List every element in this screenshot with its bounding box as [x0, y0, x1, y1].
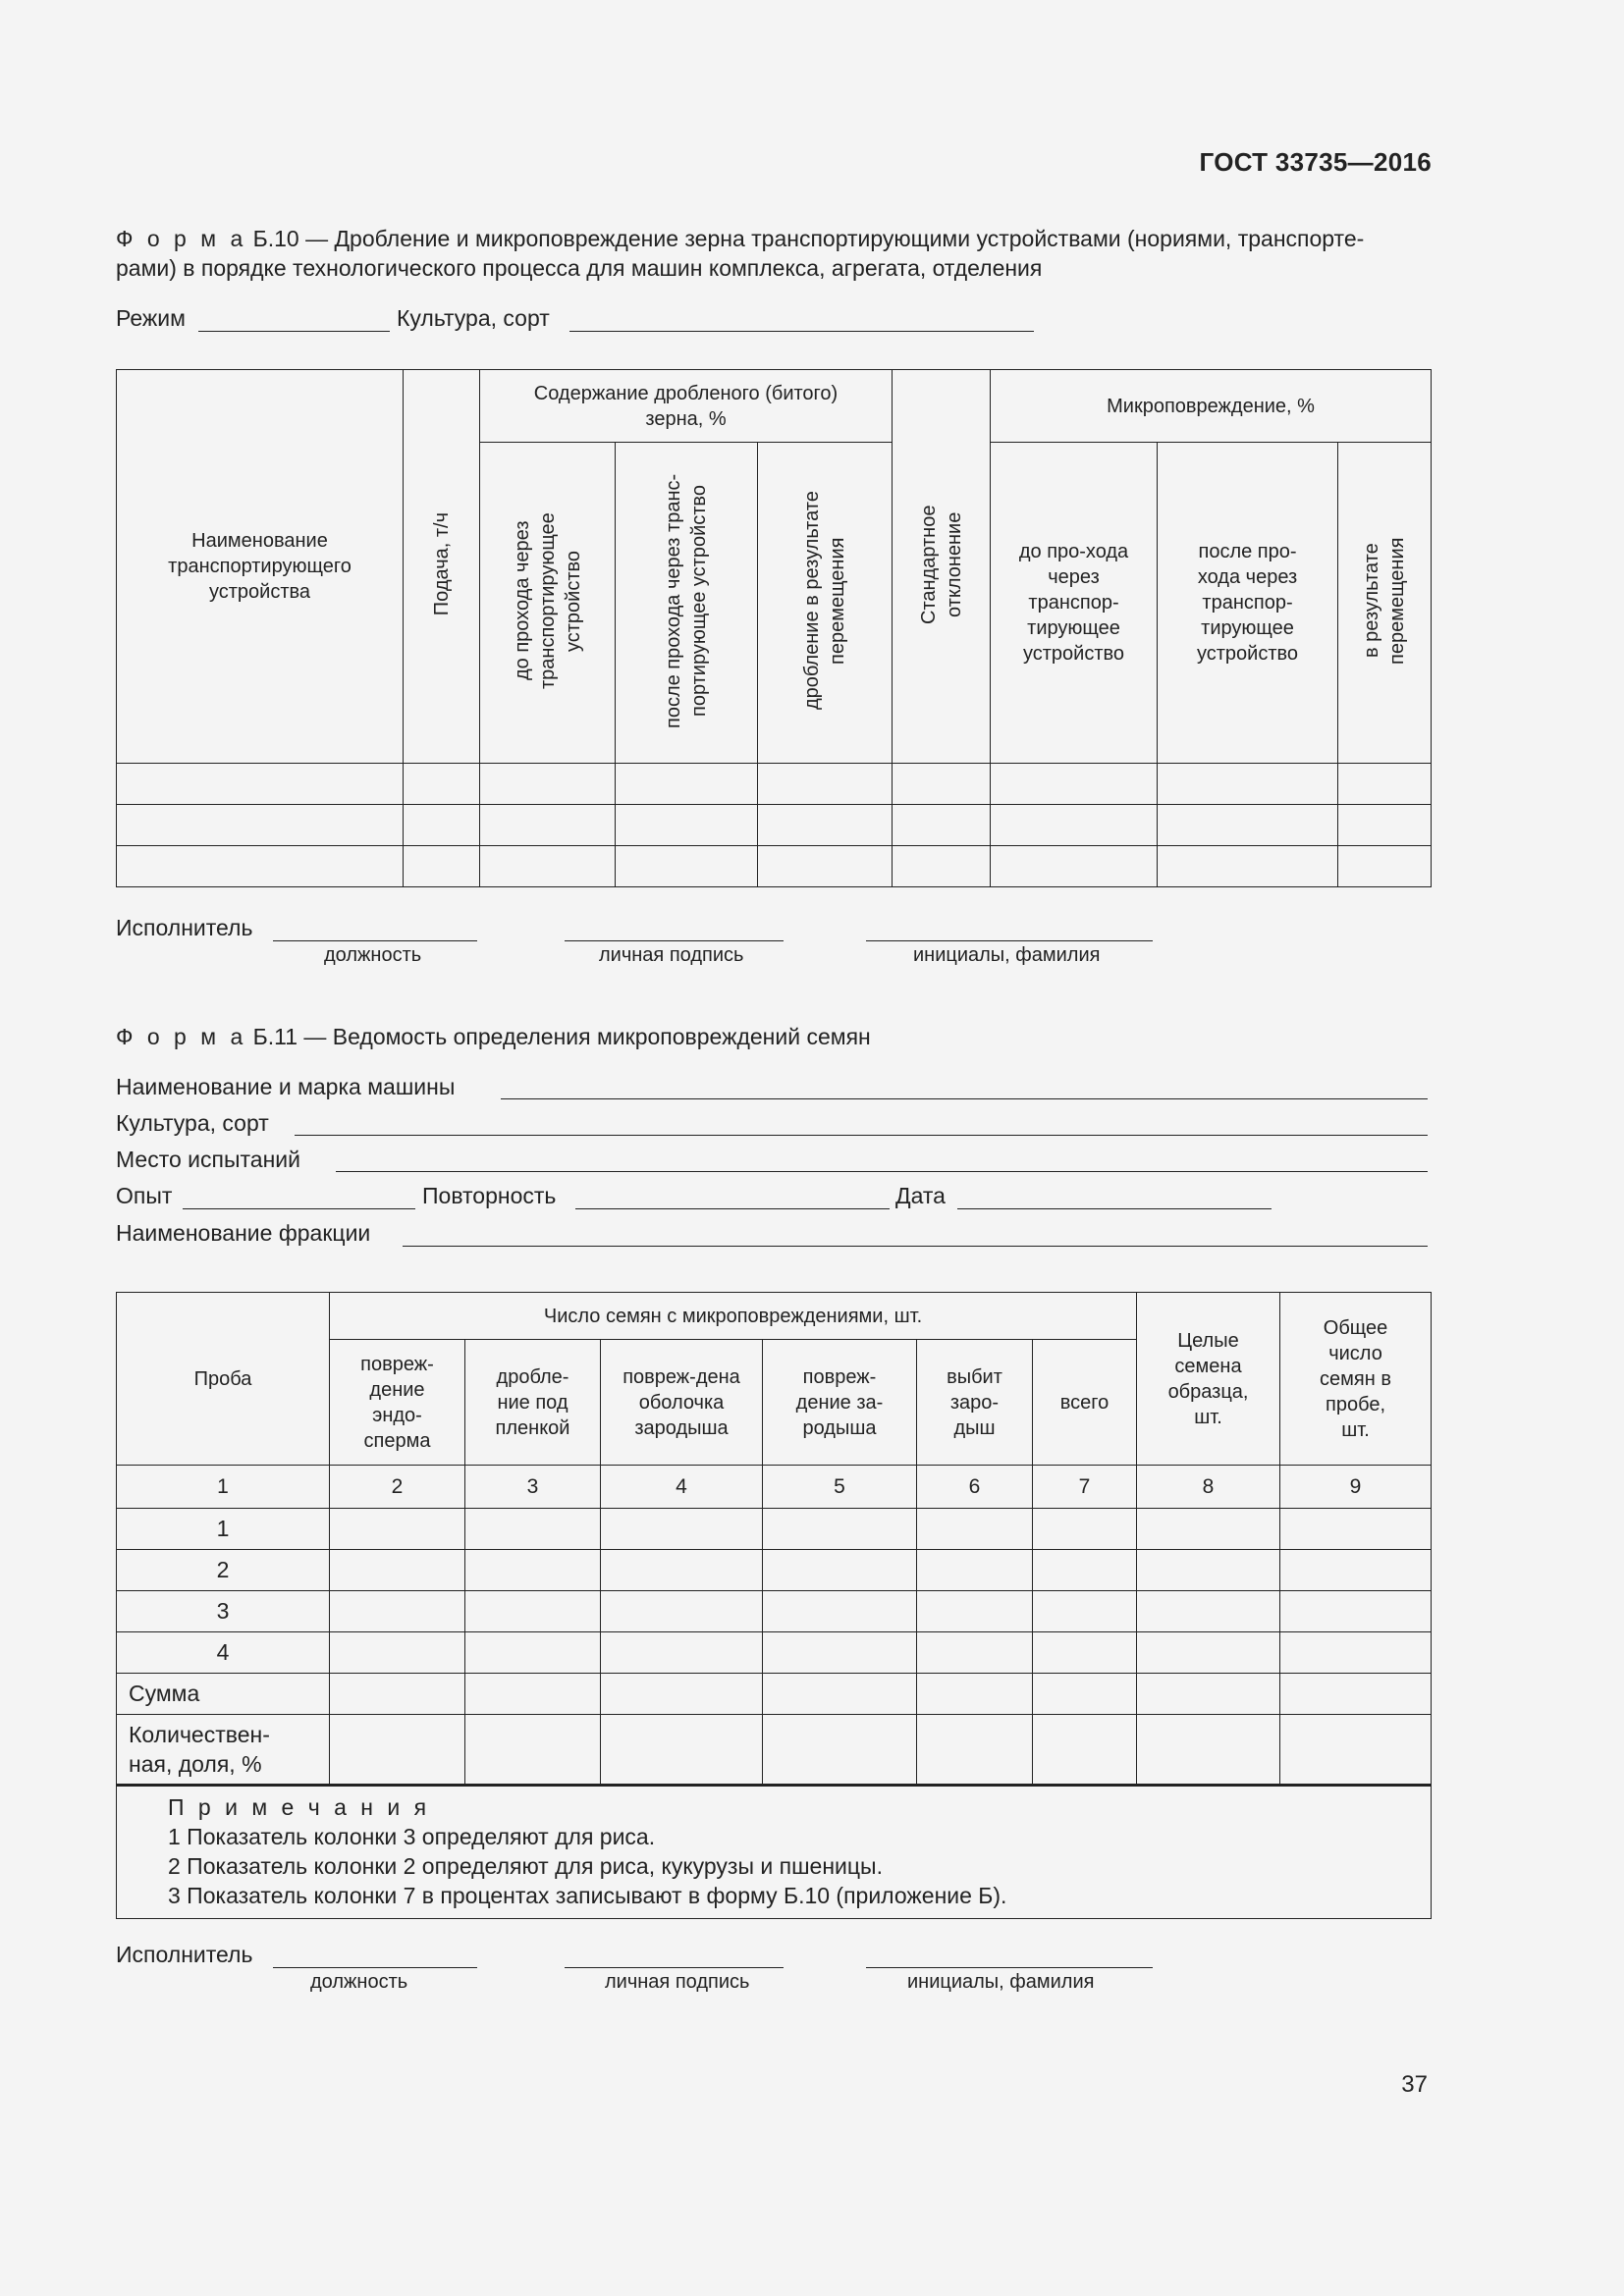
crop-label-2: Культура, сорт [116, 1110, 269, 1136]
column-number: 3 [465, 1466, 601, 1509]
executor-position-caption-2: должность [310, 1971, 408, 1993]
header-sample: Проба [117, 1293, 330, 1466]
executor-signature-caption: личная подпись [599, 944, 744, 966]
form11-prefix: Ф о р м а [116, 1024, 247, 1049]
column-number: 7 [1033, 1466, 1137, 1509]
row-label: 1 [117, 1509, 330, 1550]
table-row [117, 1632, 1432, 1674]
header-device-name: Наименование транспортирующего устройства [117, 370, 404, 764]
notes-title: П р и м е ч а н и я [168, 1794, 431, 1820]
header-germ-knocked: выбит заро-дыш [917, 1340, 1033, 1466]
place-label: Место испытаний [116, 1147, 300, 1172]
experiment-field[interactable] [183, 1208, 415, 1209]
table-row [117, 1509, 1432, 1550]
executor-name-caption-2: инициалы, фамилия [907, 1971, 1095, 1993]
row-label: 3 [117, 1591, 330, 1632]
document-code: ГОСТ 33735—2016 [1199, 147, 1432, 177]
row-label: 2 [117, 1550, 330, 1591]
header-std-dev: Стандартное отклонение [893, 370, 991, 764]
header-whole-seeds: Целые семена образца, шт. [1137, 1293, 1280, 1466]
form10-prefix: Ф о р м а [116, 226, 247, 251]
crop-label: Культура, сорт [397, 305, 550, 331]
form10-title-line2: рами) в порядке технологического процесса для машин комплекса, агрегата, отделения [116, 255, 1043, 281]
table-row [117, 1674, 1432, 1715]
table-row [117, 1591, 1432, 1632]
header-crushed-result: дробление в результате перемещения [758, 443, 893, 764]
header-micro-before: до про-хода через транспор-тирующее устройство [991, 443, 1158, 764]
row-label-share: Количествен-ная, доля, % [117, 1715, 330, 1786]
executor-signature-field[interactable] [565, 940, 784, 941]
table-row [117, 764, 1432, 805]
table-row [117, 1550, 1432, 1591]
form10-table [116, 369, 1432, 887]
header-micro-group: Микроповреждение, % [991, 370, 1432, 443]
column-number: 5 [763, 1466, 917, 1509]
form10-title [116, 224, 1432, 283]
executor-position-caption: должность [324, 944, 422, 966]
header-feed: Подача, т/ч [404, 370, 480, 764]
form11-title [116, 1022, 1432, 1051]
header-crush-under-film: дробле-ние под пленкой [465, 1340, 601, 1466]
form11-title-text: Б.11 — Ведомость определения микроповреждений семян [252, 1024, 871, 1049]
executor-signature-caption-2: личная подпись [605, 1971, 750, 1993]
mode-label: Режим [116, 305, 186, 331]
executor-label-2: Исполнитель [116, 1942, 253, 1967]
header-micro-after: после про-хода через транспор-тирующее устройство [1158, 443, 1338, 764]
fraction-field[interactable] [403, 1246, 1428, 1247]
date-field[interactable] [957, 1208, 1272, 1209]
header-germ-damage: повреж-дение за-родыша [763, 1340, 917, 1466]
machine-label: Наименование и марка машины [116, 1074, 456, 1099]
executor-label: Исполнитель [116, 915, 253, 940]
repetition-label: Повторность [422, 1183, 557, 1208]
column-number: 1 [117, 1466, 330, 1509]
table-row [117, 805, 1432, 846]
column-number: 6 [917, 1466, 1033, 1509]
header-damage-group: Число семян с микроповреждениями, шт. [330, 1293, 1137, 1340]
page-number: 37 [1401, 2071, 1428, 2098]
executor-name-caption: инициалы, фамилия [913, 944, 1101, 966]
machine-field[interactable] [501, 1098, 1428, 1099]
form10-title-text: Б.10 — Дробление и микроповреждение зерна транспортирующими устройствами (нориями, транспорте- [252, 226, 1365, 251]
crop-field-2[interactable] [295, 1135, 1428, 1136]
notes [117, 1786, 1432, 1919]
date-label: Дата [895, 1183, 946, 1208]
repetition-field[interactable] [575, 1208, 890, 1209]
note-item: 2 Показатель колонки 2 определяют для риса, кукурузы и пшеницы. [168, 1853, 883, 1879]
column-number: 9 [1280, 1466, 1432, 1509]
crop-field[interactable] [569, 331, 1034, 332]
experiment-label: Опыт [116, 1183, 173, 1208]
form11-table [116, 1292, 1432, 1919]
column-number: 2 [330, 1466, 465, 1509]
header-crushed-group: Содержание дробленого (битого) зерна, % [480, 370, 893, 443]
executor-position-field-2[interactable] [273, 1967, 477, 1968]
note-item: 1 Показатель колонки 3 определяют для риса. [168, 1824, 656, 1849]
executor-signature-field-2[interactable] [565, 1967, 784, 1968]
row-label-sum: Сумма [117, 1674, 330, 1715]
header-crushed-after: после прохода через транс-портирующее устройство [616, 443, 758, 764]
column-number: 8 [1137, 1466, 1280, 1509]
executor-name-field-2[interactable] [866, 1967, 1153, 1968]
executor-position-field[interactable] [273, 940, 477, 941]
header-germ-shell-damage: повреж-дена оболочка зародыша [601, 1340, 763, 1466]
place-field[interactable] [336, 1171, 1428, 1172]
executor-name-field[interactable] [866, 940, 1153, 941]
column-number: 4 [601, 1466, 763, 1509]
header-total: всего [1033, 1340, 1137, 1466]
column-numbers-row [117, 1466, 1432, 1509]
mode-field[interactable] [198, 331, 390, 332]
header-crushed-before: до прохода через транспортирующее устройство [480, 443, 616, 764]
header-endosperm-damage: повреж-дение эндо-сперма [330, 1340, 465, 1466]
row-label: 4 [117, 1632, 330, 1674]
table-row [117, 846, 1432, 887]
table-row [117, 1715, 1432, 1786]
fraction-label: Наименование фракции [116, 1220, 371, 1246]
header-total-seeds: Общее число семян в пробе, шт. [1280, 1293, 1432, 1466]
note-item: 3 Показатель колонки 7 в процентах записывают в форму Б.10 (приложение Б). [168, 1883, 1007, 1908]
header-micro-result: в результате перемещения [1338, 443, 1432, 764]
